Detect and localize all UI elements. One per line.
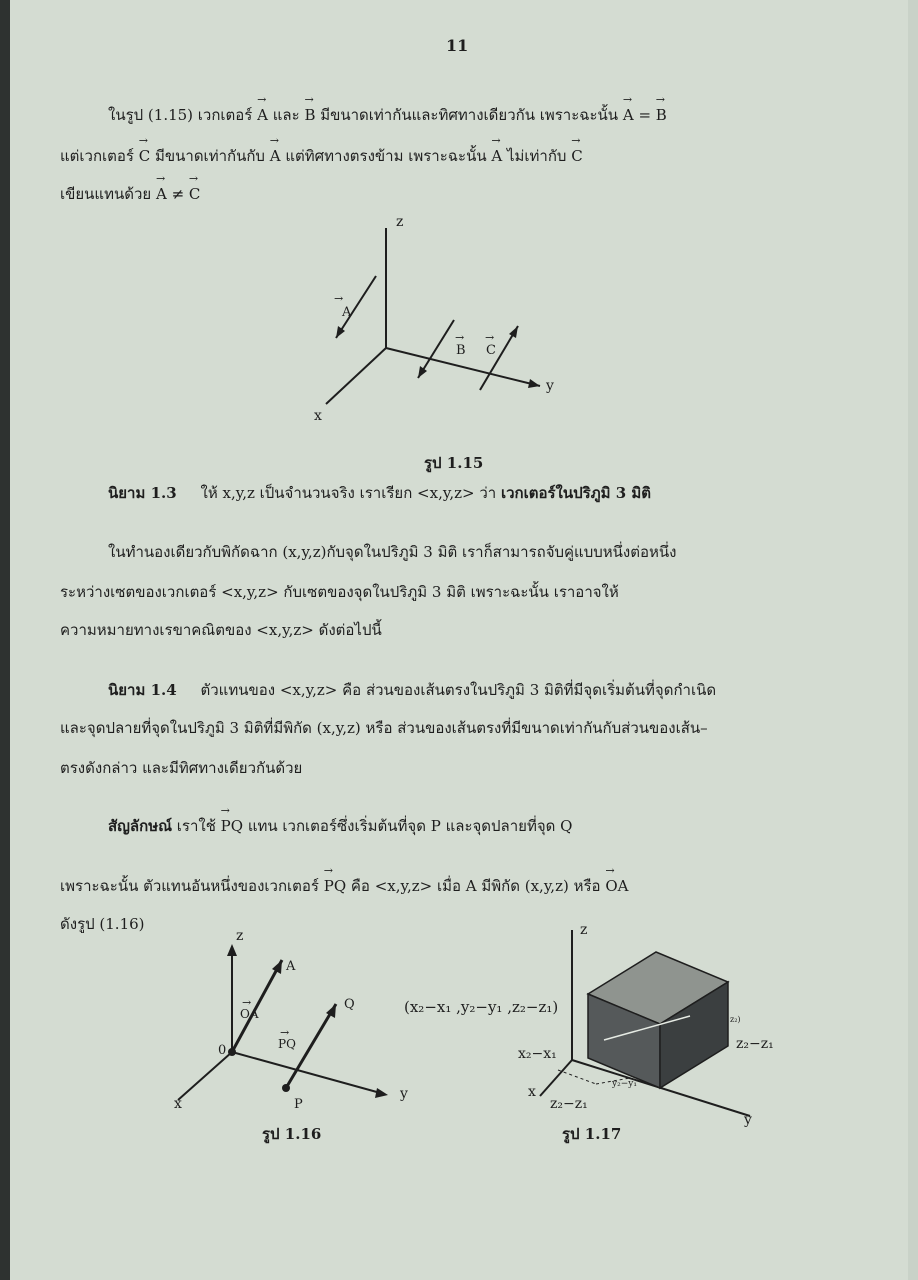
dz-bottom-label: z₂−z₁	[550, 1096, 588, 1112]
definition-label: นิยาม 1.4	[108, 681, 177, 699]
vector-a-label: A	[342, 305, 352, 320]
y-arrowhead	[528, 379, 540, 388]
dx-label: x₂−x₁	[518, 1046, 557, 1062]
para1-line1	[108, 103, 667, 127]
y-label: y	[546, 378, 554, 394]
text: คือ <x,y,z> เมื่อ A มีพิกัด (x,y,z) หรือ	[346, 877, 606, 895]
figure-1-16	[160, 922, 408, 1122]
symbol-line	[108, 814, 572, 838]
definition-1-4-line2: และจุดปลายที่จุดในปริภูมิ 3 มิติที่มีพิกัด (x,y,z) หรือ ส่วนของเส้นตรงที่มีขนาดเท่ากันกับส่วนของเส้น–	[60, 719, 708, 737]
text: เราใช้	[172, 817, 221, 835]
figure-1-15-caption: รูป 1.15	[424, 454, 484, 472]
x-axis	[540, 1060, 572, 1096]
origin-point	[228, 1048, 236, 1056]
text: แต่ทิศทางตรงข้าม เพราะฉะนั้น	[280, 147, 492, 165]
equals-sign: =	[633, 106, 656, 124]
x-label: x	[528, 1084, 536, 1100]
para2-line3: ความหมายทางเรขาคณิตของ <x,y,z> ดังต่อไปนี้	[60, 621, 382, 639]
point-p	[282, 1084, 290, 1092]
vector-pq: → PQ	[324, 874, 346, 895]
y-axis	[232, 1052, 384, 1094]
z-label: z	[236, 928, 244, 944]
page-number: 11	[446, 36, 469, 55]
difference-coords: (x₂−x₁ ,y₂−y₁ ,z₂−z₁)	[404, 998, 559, 1016]
definition-1-4-line1	[108, 678, 716, 702]
x-axis	[326, 348, 386, 404]
symbol-label: สัญลักษณ์	[108, 817, 173, 835]
vector-c-arrowhead	[509, 326, 518, 338]
page-binding-edge	[0, 0, 10, 1280]
text: มีขนาดเท่ากันกับ	[150, 147, 270, 165]
z-arrowhead	[227, 944, 237, 956]
vector-oa-label: OA	[240, 1007, 259, 1021]
point-a-label: A	[286, 959, 296, 974]
x-label: x	[174, 1096, 182, 1112]
point-q-label: Q	[344, 997, 355, 1012]
text: และ	[267, 106, 305, 124]
vector-oa-arrow	[232, 960, 282, 1052]
arrow-icon: →	[485, 331, 495, 344]
vector-c: → C	[189, 182, 200, 203]
y-label: y	[744, 1112, 752, 1128]
figure-1-15	[300, 210, 560, 430]
definition-1-4-line3: ตรงดังกล่าว และมีทิศทางเดียวกันด้วย	[60, 759, 303, 777]
text: เขียนแทนด้วย	[60, 185, 156, 203]
z-label: z	[396, 214, 404, 230]
vector-pq-label: PQ	[278, 1037, 296, 1051]
defined-term: เวกเตอร์ในปริภูมิ 3 มิติ	[500, 484, 651, 502]
definition-label: นิยาม 1.3	[108, 484, 177, 502]
text: มีขนาดเท่ากันและทิศทางเดียวกัน เพราะฉะนั้น	[315, 106, 623, 124]
arrow-icon: →	[242, 996, 252, 1009]
para2-line1: ในทำนองเดียวกับพิกัดฉาก (x,y,z)กับจุดในปริภูมิ 3 มิติ เราก็สามารถจับคู่แบบหนึ่งต่อหนึ่ง	[108, 543, 677, 561]
figure-1-17	[390, 920, 790, 1140]
vector-pq: → PQ	[221, 814, 243, 835]
vector-c: → C	[571, 144, 582, 165]
vector-a: → A	[257, 103, 268, 124]
document-page	[10, 0, 908, 1280]
para2-line2: ระหว่างเซตของเวกเตอร์ <x,y,z> กับเซตของจุดในปริภูมิ 3 มิติ เพราะฉะนั้น เราอาจให้	[60, 583, 619, 601]
arrow-icon: →	[334, 292, 344, 305]
vector-a: → A	[491, 144, 502, 165]
text: ให้ x,y,z เป็นจำนวนจริง เราเรียก <x,y,z> ว่า	[200, 484, 501, 502]
vector-b-label: B	[456, 343, 466, 358]
vector-a: → A	[270, 144, 281, 165]
not-equal-sign: ≠	[166, 185, 189, 203]
arrow-icon: →	[280, 1026, 290, 1039]
vector-c: → C	[139, 144, 150, 165]
vector-a: → A	[623, 103, 634, 124]
para3-line1	[60, 874, 628, 898]
vector-b-arrowhead	[418, 366, 427, 378]
text: แทน เวกเตอร์ซึ่งเริ่มต้นที่จุด P และจุดปลายที่จุด Q	[243, 817, 573, 835]
text: ไม่เท่ากับ	[502, 147, 572, 165]
figure-1-16-caption: รูป 1.16	[262, 1125, 322, 1143]
dz-right-label: z₂−z₁	[736, 1036, 774, 1052]
vector-a: → A	[156, 182, 167, 203]
origin-label: 0	[218, 1043, 227, 1058]
text: แต่เวกเตอร์	[60, 147, 139, 165]
arrow-icon: →	[455, 331, 465, 344]
vector-b: → B	[656, 103, 667, 124]
para1-line2	[60, 144, 583, 168]
para1-line3	[60, 182, 200, 206]
para3-line2: ดังรูป (1.16)	[60, 915, 145, 933]
text: เพราะฉะนั้น ตัวแทนอันหนึ่งของเวกเตอร์	[60, 877, 324, 895]
z-label: z	[580, 922, 588, 938]
text: ในรูป (1.15) เวกเตอร์	[108, 106, 258, 124]
x-axis	[178, 1052, 232, 1100]
vector-c-label: C	[486, 343, 496, 358]
dy-small-label: y₂−y₁	[612, 1079, 637, 1089]
corner-label: z₂)	[730, 1015, 741, 1024]
y-label: y	[400, 1086, 408, 1102]
x-label: x	[314, 408, 322, 424]
vector-b: → B	[304, 103, 315, 124]
definition-1-3	[108, 481, 651, 505]
vector-oa: → OA	[605, 874, 628, 895]
dashed-guide	[558, 1070, 596, 1084]
point-p-label: P	[294, 1097, 303, 1112]
y-arrowhead	[375, 1088, 388, 1098]
figure-1-17-caption: รูป 1.17	[562, 1125, 622, 1143]
text: ตัวแทนของ <x,y,z> คือ ส่วนของเส้นตรงในปริภูมิ 3 มิติที่มีจุดเริ่มต้นที่จุดกำเนิด	[200, 681, 717, 699]
